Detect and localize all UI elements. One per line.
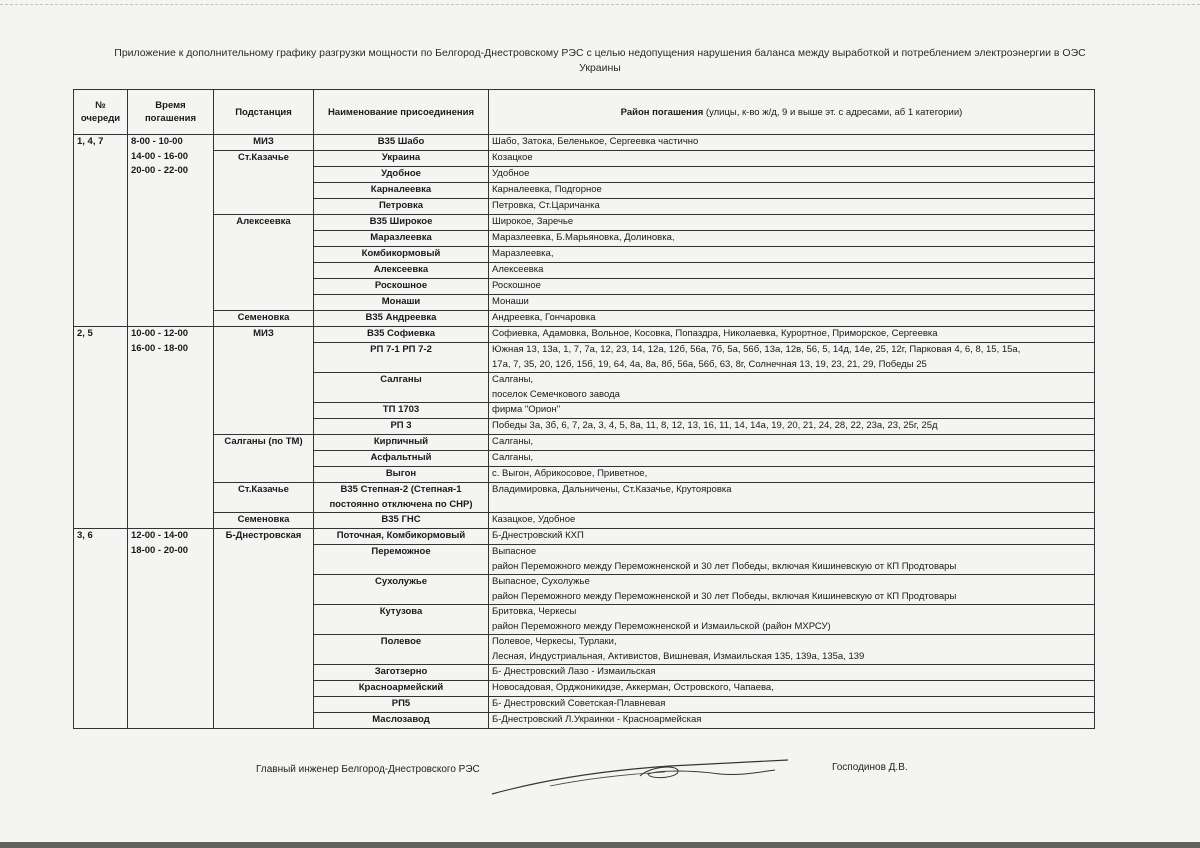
district-line: Софиевка, Адамовка, Вольное, Косовка, Попаздра, Николаевка, Курортное, Приморское, Сергеевка — [492, 328, 938, 339]
connection-cell: Красноармейский — [314, 681, 489, 697]
district-line: Петровка, Ст.Царичанка — [492, 200, 600, 211]
table-header-row — [74, 90, 1095, 135]
district-cell — [489, 545, 1095, 575]
district-cell — [489, 199, 1095, 215]
district-line: Казацкое, Удобное — [492, 514, 576, 525]
connection-cell: РП 7-1 РП 7-2 — [314, 343, 489, 373]
district-line: район Переможного между Переможненской и Измаильской (район МХРСУ) — [492, 620, 831, 632]
district-line: Новосадовая, Орджоникидзе, Аккерман, Островского, Чапаева, — [492, 682, 774, 693]
district-cell — [489, 247, 1095, 263]
time-range: 10-00 - 12-00 — [131, 328, 189, 339]
substation-cell: МИЗ — [214, 135, 314, 151]
connection-cell: РП 3 — [314, 419, 489, 435]
connection-cell: Сухолужье — [314, 575, 489, 605]
district-cell — [489, 467, 1095, 483]
time-range: 8-00 - 10-00 — [131, 136, 183, 147]
district-line: Маразлеевка, Б.Марьяновка, Долиновка, — [492, 232, 675, 243]
connection-cell: Кирпичный — [314, 435, 489, 451]
time-range: 12-00 - 14-00 — [131, 530, 189, 541]
title-line-1: Приложение к дополнительному графику разгрузки мощности по Белгород-Днестровскому РЭС с целью недопущения нарушения баланса между выработкой и потреблением электроэнергии в ОЭС — [114, 47, 1086, 59]
district-line: Южная 13, 13а, 1, 7, 7а, 12, 23, 14, 12а, 12б, 56а, 7б, 5а, 56б, 13а, 12в, 56, 5, 14д, 14е, 25, 12г, Парковая 4, 6, 8, 15, 15а, — [492, 344, 1021, 355]
connection-cell: Полевое — [314, 635, 489, 665]
district-line: с. Выгон, Абрикосовое, Приветное, — [492, 468, 648, 479]
connection-cell: Заготзерно — [314, 665, 489, 681]
district-line: Б-Днестровский Л.Украинки - Красноармейская — [492, 714, 702, 725]
substation-cell: Салганы (по ТМ) — [214, 435, 314, 483]
schedule-table — [73, 89, 1095, 729]
table-body — [74, 135, 1095, 729]
table-row — [74, 215, 1095, 231]
connection-cell: В35 ГНС — [314, 513, 489, 529]
district-line: Андреевка, Гончаровка — [492, 312, 596, 323]
district-line: Монаши — [492, 296, 529, 307]
district-cell — [489, 513, 1095, 529]
district-line: Широкое, Заречье — [492, 216, 574, 227]
district-cell — [489, 151, 1095, 167]
time-range: 14-00 - 16-00 — [131, 150, 189, 162]
connection-cell: Петровка — [314, 199, 489, 215]
connection-cell: РП5 — [314, 697, 489, 713]
table-row — [74, 135, 1095, 151]
district-cell — [489, 697, 1095, 713]
district-line: поселок Семечкового завода — [492, 388, 620, 400]
connection-cell: Переможное — [314, 545, 489, 575]
district-cell — [489, 605, 1095, 635]
connection-cell: В35 Андреевка — [314, 311, 489, 327]
district-cell — [489, 575, 1095, 605]
time-range: 16-00 - 18-00 — [131, 342, 189, 354]
document-title — [60, 46, 1140, 76]
district-line: Выпасное — [492, 546, 537, 557]
district-cell — [489, 451, 1095, 467]
connection-cell: Выгон — [314, 467, 489, 483]
time-range: 20-00 - 22-00 — [131, 165, 189, 176]
district-line: Владимировка, Дальничены, Ст.Казачье, Крутояровка — [492, 484, 732, 495]
queue-cell: 3, 6 — [74, 529, 128, 729]
district-line: Карналеевка, Подгорное — [492, 184, 602, 195]
district-line: район Переможного между Переможненской и 30 лет Победы, включая Кишиневскую от КП Продтовары — [492, 560, 957, 572]
district-cell — [489, 311, 1095, 327]
connection-cell: ТП 1703 — [314, 403, 489, 419]
district-line: Б-Днестровский КХП — [492, 530, 584, 541]
district-line: Полевое, Черкесы, Турлаки, — [492, 636, 617, 647]
signatory-name: Господинов Д.В. — [832, 762, 908, 773]
substation-cell: Семеновка — [214, 311, 314, 327]
column-header-connection: Наименование присоединения — [314, 90, 489, 135]
column-header-time: Время погашения — [128, 90, 214, 135]
table-row — [74, 529, 1095, 545]
connection-cell: Комбикормовый — [314, 247, 489, 263]
column-header-district — [489, 90, 1095, 135]
table-row — [74, 513, 1095, 529]
connection-cell: Украина — [314, 151, 489, 167]
district-cell — [489, 135, 1095, 151]
district-cell — [489, 295, 1095, 311]
district-line: Салганы, — [492, 452, 534, 463]
column-header-substation: Подстанция — [214, 90, 314, 135]
connection-cell: В35 Степная-2 (Степная-1 постоянно отключена по СНР) — [314, 483, 489, 513]
district-cell — [489, 713, 1095, 729]
district-cell — [489, 373, 1095, 403]
scan-artifact — [0, 4, 1200, 6]
substation-cell: Ст.Казачье — [214, 151, 314, 215]
connection-cell: В35 Широкое — [314, 215, 489, 231]
district-header-note: (улицы, к-во ж/д, 9 и выше эт. с адресами, аб 1 категории) — [705, 106, 963, 118]
district-cell — [489, 635, 1095, 665]
connection-cell: В35 Шабо — [314, 135, 489, 151]
district-line: район Переможного между Переможненской и 30 лет Победы, включая Кишиневскую от КП Продтовары — [492, 590, 957, 602]
time-cell — [128, 135, 214, 327]
district-cell — [489, 435, 1095, 451]
district-line: фирма "Орион" — [492, 404, 561, 415]
district-line: Маразлеевка, — [492, 248, 554, 259]
time-cell — [128, 327, 214, 529]
signature-image — [490, 748, 790, 798]
scan-bottom-edge — [0, 842, 1200, 848]
connection-cell: Асфальтный — [314, 451, 489, 467]
district-line: Салганы, — [492, 374, 534, 385]
district-line: Салганы, — [492, 436, 534, 447]
signatory-position: Главный инженер Белгород-Днестровского РЭС — [256, 764, 480, 775]
district-line: Б- Днестровский Лазо - Измаильская — [492, 666, 656, 677]
district-cell — [489, 327, 1095, 343]
table-row — [74, 311, 1095, 327]
time-range: 18-00 - 20-00 — [131, 544, 189, 556]
connection-cell: Алексеевка — [314, 263, 489, 279]
table-row — [74, 483, 1095, 513]
substation-cell: МИЗ — [214, 327, 314, 435]
district-cell — [489, 183, 1095, 199]
district-line: 17а, 7, 35, 20, 12б, 15б, 19, 64, 4а, 8а, 8б, 56а, 56б, 63, 8г, Солнечная 13, 19, 23, 21, 29, Победы 25 — [492, 358, 927, 370]
connection-cell: В35 Софиевка — [314, 327, 489, 343]
district-cell — [489, 343, 1095, 373]
district-cell — [489, 215, 1095, 231]
substation-cell: Семеновка — [214, 513, 314, 529]
district-line: Шабо, Затока, Беленькое, Сергеевка частично — [492, 136, 699, 147]
connection-cell: Маразлеевка — [314, 231, 489, 247]
connection-cell: Монаши — [314, 295, 489, 311]
connection-cell: Роскошное — [314, 279, 489, 295]
district-cell — [489, 665, 1095, 681]
table-row — [74, 435, 1095, 451]
substation-cell: Алексеевка — [214, 215, 314, 311]
connection-cell: Удобное — [314, 167, 489, 183]
connection-cell: Маслозавод — [314, 713, 489, 729]
district-line: Роскошное — [492, 280, 541, 291]
district-line: Бритовка, Черкесы — [492, 606, 577, 617]
column-header-queue: № очереди — [74, 90, 128, 135]
district-line: Выпасное, Сухолужье — [492, 576, 590, 587]
district-header-label: Район погашения — [620, 106, 704, 118]
district-cell — [489, 167, 1095, 183]
connection-cell: Кутузова — [314, 605, 489, 635]
time-cell — [128, 529, 214, 729]
district-line: Б- Днестровский Советская-Плавневая — [492, 698, 666, 709]
district-line: Победы 3а, 3б, 6, 7, 2а, 3, 4, 5, 8а, 11, 8, 12, 13, 16, 11, 14, 14а, 19, 20, 21, 24, 28, 22, 23а, 23, 25г, 25д — [492, 420, 938, 431]
substation-cell: Ст.Казачье — [214, 483, 314, 513]
district-cell — [489, 231, 1095, 247]
connection-cell: Поточная, Комбикормовый — [314, 529, 489, 545]
substation-cell: Б-Днестровская — [214, 529, 314, 729]
district-line: Алексеевка — [492, 264, 544, 275]
title-line-2: Украины — [579, 62, 621, 74]
connection-cell: Карналеевка — [314, 183, 489, 199]
district-line: Удобное — [492, 168, 530, 179]
queue-cell: 2, 5 — [74, 327, 128, 529]
connection-cell: Салганы — [314, 373, 489, 403]
district-cell — [489, 403, 1095, 419]
district-cell — [489, 419, 1095, 435]
district-cell — [489, 483, 1095, 513]
table-row — [74, 327, 1095, 343]
district-line: Лесная, Индустриальная, Активистов, Вишневая, Измаильская 135, 139а, 135а, 139 — [492, 650, 865, 662]
district-cell — [489, 681, 1095, 697]
district-cell — [489, 279, 1095, 295]
table-row — [74, 151, 1095, 167]
queue-cell: 1, 4, 7 — [74, 135, 128, 327]
district-cell — [489, 529, 1095, 545]
district-cell — [489, 263, 1095, 279]
district-line: Козацкое — [492, 152, 533, 163]
